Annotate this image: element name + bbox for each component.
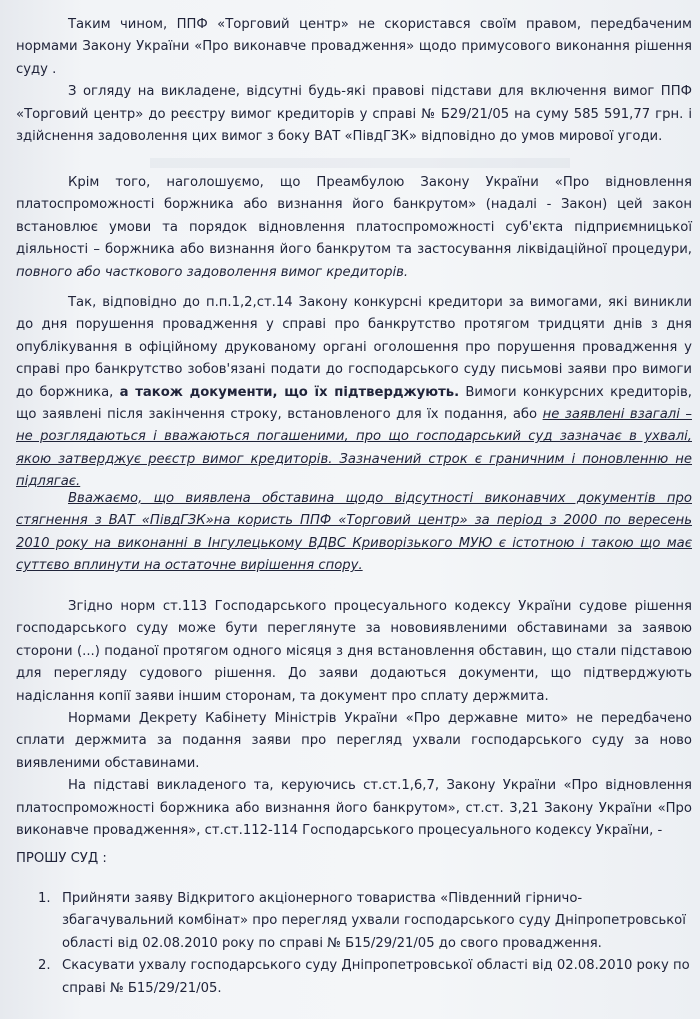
request-list [38,888,690,1000]
list-item [38,888,690,955]
list-item-number: 2. [38,958,51,974]
paragraph-1: Таким чином, ППФ «Торговий центр» не скористався своїм правом, передбаченим нормами Закону України «Про виконавче провадження» щодо примусового виконання рішення суду . [16,17,692,77]
paragraph-5-text: Вважаємо, що виявлена обставина щодо відсутності виконавчих документів про стягнення з ВАТ «ПівдГЗК»на користь ППФ «Торговий центр» за період з 2000 по вересень 2010 року на виконанні в Інгулецькому ВДВС Криворізького МУЮ є істотною і такою що має суттєво вплинути на остаточне вирішення спору. [16,491,692,574]
paragraph-3-main: Крім того, наголошуємо, що Преамбулою Закону України «Про відновлення платоспроможності боржника або визнання його банкрутом» (надалі - Закон) цей закон встановлює умови та порядок відновлення платоспроможності суб'єкта підприємницької діяльності – боржника або визнання його банкрутом та застосування ліквідаційної процедури, [16,175,692,258]
list-item-number: 1. [38,891,51,906]
paragraph-4 [16,292,692,494]
paragraph-4-italic: не заявлені взагалі – не розглядаються і вважаються погашеними, про що господарський суд зазначає в ухвалі, якою затверджує реєстр вимог кредиторів. Зазначений строк є граничним і поновленню не підлягає. [16,407,692,490]
show-through [150,158,570,168]
request-heading [16,848,692,870]
paragraph-5 [16,488,692,578]
paragraph-4-part-b: Вимоги конкурсних кредиторів, що заявлені після закінчення строку, встановленого для їх подання, або [16,384,692,423]
body-text-top [16,14,692,148]
paragraph-6: Згідно норм ст.113 Господарського процесуального кодексу України судове рішення господарського суду може бути переглянуте за нововиявленими обставинами за заявою сторони (...) поданої протягом одного місяця з дня встановлення обставин, що стали підставою для перегляду судового рішення. До заяви додаються документи, що підтверджують надіслання копії заяви іншим сторонам, та документ про сплату держмита. [16,599,692,704]
paragraph-4-part-a: Так, відповідно до п.п.1,2,ст.14 Закону конкурсні кредитори за вимогами, які виникли до дня порушення провадження у справі про банкрутство протягом тридцяти днів з дня опублікування в офіційному друкованому органі оголошення про порушення провадження у справі про банкрутство зобов'язані подати до господарського суду письмові заяви про вимоги до боржника, [16,295,692,400]
paragraph-3-italic: повного або часткового задоволення вимог кредиторів. [16,264,409,280]
list-item-text: Прийняти заяву Відкритого акціонерного товариства «Південний гірничо-збагачувальний комбінат» про перегляд ухвали господарського суду Дніпропетровської області від 02.08.2010 року по справі № Б15/29/21/05 до свого провадження. [62,891,686,951]
paragraph-2: З огляду на викладене, відсутні будь-які правові підстави для включення вимог ППФ «Торговий центр» до реєстру вимог кредиторів у справі № Б29/21/05 на суму 585 591,77 грн. і здійснення задоволення цих вимог з боку ВАТ «ПівдГЗК» відповідно до умов мирової угоди. [16,84,692,145]
body-text-bottom [16,596,692,842]
paragraph-3 [16,172,692,284]
paragraph-7: Нормами Декрету Кабінету Міністрів України «Про державне мито» не передбачено сплати держмита за подання заяви про перегляд ухвали господарського суду за ново виявленими обставинами. [16,711,692,771]
paragraph-4-bold: а також документи, що їх підтверджують. [119,384,460,400]
list-item-text: Скасувати ухвалу господарського суду Дніпропетровської області від 02.08.2010 року по справі № Б15/29/21/05. [62,958,690,996]
paragraph-8: На підставі викладеного та, керуючись ст.ст.1,6,7, Закону України «Про відновлення платоспроможності боржника або визнання його банкрутом», ст.ст. 3,21 Закону України «Про виконавче провадження», ст.ст.112-114 Господарського процесуального кодексу України, - [16,778,692,839]
request-text: ПРОШУ СУД : [16,851,107,866]
list-item [38,955,690,1000]
